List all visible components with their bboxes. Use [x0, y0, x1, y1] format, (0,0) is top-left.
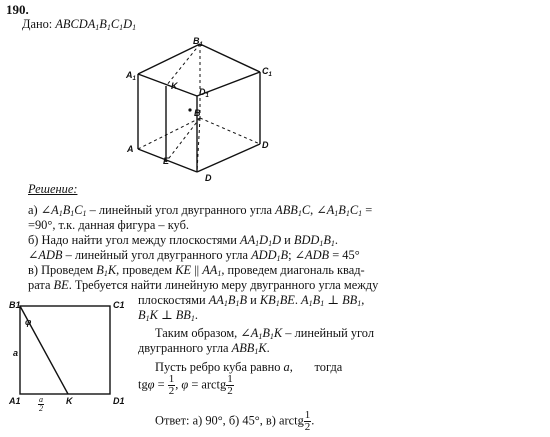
- solution-line-a2: =90°, т.к. данная фигура – куб.: [28, 218, 189, 232]
- solution-line-c: ∠ADB – линейный угол двугранного угла $ADD_1B$; ∠ADB = 45°: [28, 248, 360, 263]
- sq-label-D1: D1: [113, 396, 125, 406]
- sq-label-A1: A1: [9, 396, 21, 406]
- solution-line-a: а) $\angle A_1B_1C_1$ – линейный угол двугранного угла $ABB_1C$, $\angle A_1B_1C_1$ =: [28, 203, 373, 218]
- solution-row-1: плоскостями $AA_1B_1B$ и $KB_1BE$. $A_1B_1$ ⊥ $BB_1$,: [138, 293, 365, 308]
- solution-line-v2: рата BE. Требуется найти линейную меру двугранного угла между: [28, 278, 379, 292]
- label-K: K: [171, 81, 178, 91]
- solution-row-6: tgφ = $\frac{1}{2}$ , φ = arctg $\frac{1}{2}$: [138, 373, 233, 397]
- solution-line-v: в) Проведем $B_1K$, проведем KE || $AA_1$, проведем диагональ квад-: [28, 263, 365, 278]
- solution-row-2: $B_1K$ ⊥ $BB_1$.: [138, 308, 198, 323]
- solution-line-b: б) Надо найти угол между плоскостями $AA_1D_1D$ и $BDD_1B_1$.: [28, 233, 339, 248]
- sq-label-a-half: $\frac{a}{2}$: [39, 394, 43, 413]
- label-B1: $B_1$: [193, 36, 203, 48]
- sq-label-B1: B1: [9, 300, 21, 310]
- solution-heading: Решение:: [28, 182, 78, 196]
- solution-row-3: Таким образом, $\angle A_1B_1K$ – линейный угол: [155, 326, 375, 341]
- label-E: E: [163, 156, 170, 166]
- square-figure: [10, 298, 120, 408]
- sq-label-phi: φ: [25, 317, 32, 327]
- label-C1: $C_1$: [262, 66, 272, 78]
- given-line: [22, 17, 136, 32]
- solution-row-4: двугранного угла $ABB_1K$.: [138, 341, 270, 356]
- given-figure: $ABCDA_1B_1C_1D_1$: [55, 17, 137, 32]
- cube-figure: [122, 34, 282, 184]
- label-D: D: [205, 173, 212, 183]
- problem-number: 190.: [6, 2, 29, 17]
- sq-label-K: K: [66, 396, 73, 406]
- label-B: B: [194, 108, 201, 118]
- point-dot: [188, 108, 191, 111]
- label-D1: $D_1$: [199, 87, 209, 99]
- sq-label-a: a: [13, 348, 19, 358]
- solution-row-5: Пусть ребро куба равно a, тогда: [155, 360, 343, 374]
- sq-label-C1: C1: [113, 300, 125, 310]
- label-A: A: [127, 144, 134, 154]
- answer-line: Ответ: а) 90°, б) 45°, в) arctg $\frac{1}{2}$ .: [155, 409, 315, 433]
- given-label: Дано:: [22, 17, 53, 31]
- label-A1: $A_1$: [126, 70, 136, 82]
- label-C-D: D: [262, 140, 269, 150]
